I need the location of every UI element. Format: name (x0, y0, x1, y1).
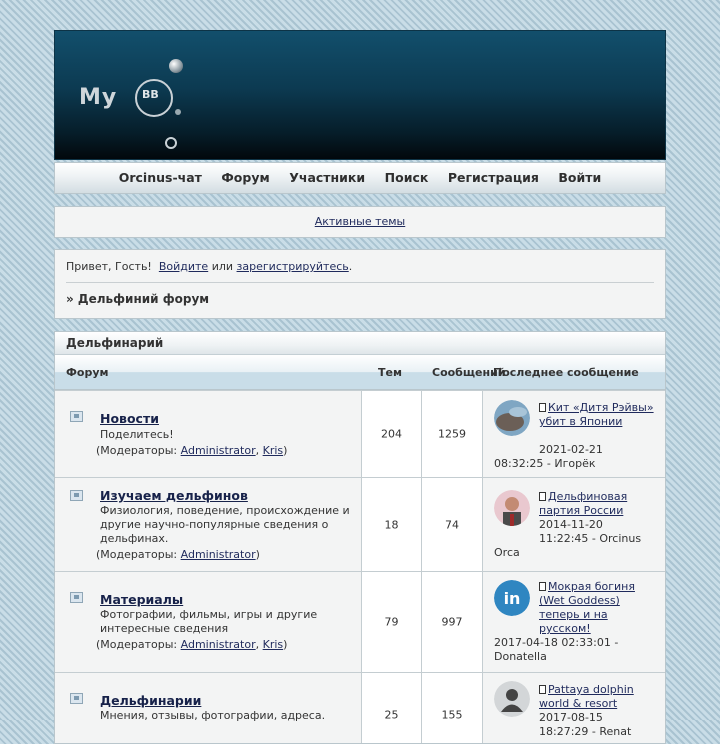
posts-count: 74 (445, 518, 459, 531)
document-icon (539, 403, 546, 412)
forum-description: Мнения, отзывы, фотографии, адреса. (100, 709, 326, 722)
forum-link[interactable]: Дельфинарии (100, 693, 202, 708)
forum-cell (55, 478, 360, 571)
topics-cell (361, 478, 422, 571)
forum-description: Поделитесь! (100, 428, 174, 441)
forum-status-icon (70, 411, 83, 422)
logo-ball-icon (169, 59, 183, 73)
forum-status-icon (70, 693, 83, 704)
posts-cell (422, 391, 483, 477)
page-wrapper (54, 30, 666, 744)
active-topics-link[interactable]: Активные темы (314, 215, 406, 228)
logo-text: My (79, 85, 118, 110)
avatar[interactable] (494, 400, 530, 436)
table-header (55, 355, 665, 390)
last-post-title (539, 683, 657, 711)
category-block (54, 331, 666, 744)
moderators-label: (Модераторы: (96, 444, 178, 457)
posts-count: 997 (441, 615, 463, 629)
last-post-title (539, 490, 657, 518)
document-icon (539, 685, 546, 694)
last-post-meta: 18:27:29 - Renat (539, 725, 632, 738)
posts-cell (422, 572, 483, 672)
table-row (55, 390, 665, 477)
nav-search[interactable]: Поиск (384, 170, 429, 185)
forum-cell (55, 572, 360, 672)
logo-badge: BB (142, 88, 159, 101)
document-icon (539, 582, 546, 591)
document-icon (539, 492, 546, 501)
logo-ring (135, 79, 173, 117)
forum-moderators: (Модераторы: Administrator, Kris) (96, 638, 288, 651)
topics-cell (361, 391, 422, 477)
moderators-suffix: ) (283, 638, 288, 651)
greeting-suffix: . (348, 260, 353, 273)
nav-chat[interactable]: Orcinus-чат (118, 170, 202, 185)
moderator-link[interactable]: Kris (262, 638, 284, 651)
nav-login[interactable]: Войти (558, 170, 602, 185)
last-post-title (539, 580, 657, 636)
header-topics: Тем (378, 366, 402, 379)
header-forum: Форум (66, 366, 109, 379)
breadcrumb: » Дельфиний форум (66, 292, 210, 306)
posts-cell (422, 673, 483, 743)
last-post-date: 2014-11-20 (539, 518, 603, 531)
moderators-label: (Модераторы: (96, 548, 178, 561)
greeting-line (66, 260, 654, 273)
active-topics-panel (54, 206, 666, 238)
header-last-post: Последнее сообщение (493, 366, 639, 379)
nav-members[interactable]: Участники (289, 170, 366, 185)
topics-count: 79 (384, 615, 399, 629)
forum-link[interactable]: Материалы (100, 592, 184, 607)
forum-link[interactable]: Новости (100, 411, 159, 426)
topics-cell (361, 572, 422, 672)
moderator-link[interactable]: Administrator (180, 444, 256, 457)
forum-description: Физиология, поведение, происхождение и другие научно-популярные сведения о дельфинах. (100, 504, 350, 545)
register-link[interactable]: зарегистрируйтесь (236, 260, 349, 273)
greeting-panel (54, 249, 666, 319)
login-link[interactable]: Войдите (158, 260, 209, 273)
posts-count: 155 (441, 708, 463, 722)
moderators-suffix: ) (255, 548, 260, 561)
last-post-cell (483, 572, 665, 672)
topics-cell (361, 673, 422, 743)
avatar[interactable] (494, 580, 530, 616)
posts-cell (422, 478, 483, 571)
avatar[interactable] (494, 490, 530, 526)
last-post-link[interactable]: Pattaya dolphin world & resort (539, 683, 634, 710)
avatar[interactable] (494, 681, 530, 717)
last-post-meta: 11:22:45 - Orcinus Orca (494, 532, 642, 559)
forum-cell (55, 673, 360, 743)
greeting-or: или (211, 260, 234, 273)
forum-status-icon (70, 592, 83, 603)
moderator-link[interactable]: Administrator (180, 638, 256, 651)
table-row (55, 477, 665, 571)
header-banner (54, 30, 666, 160)
last-post-meta: 08:32:25 - Игорёк (494, 457, 596, 470)
last-post-title (539, 401, 657, 429)
forum-moderators: (Модераторы: Administrator, Kris) (96, 444, 288, 457)
last-post-date: 2021-02-21 (539, 443, 603, 456)
forum-cell (55, 391, 360, 477)
posts-count: 1259 (438, 427, 466, 441)
topics-count: 25 (384, 708, 399, 722)
table-row (55, 571, 665, 672)
moderator-link[interactable]: Kris (262, 444, 284, 457)
site-logo[interactable] (79, 55, 189, 135)
moderators-suffix: ) (283, 444, 288, 457)
last-post-link[interactable]: Дельфиновая партия России (539, 490, 628, 517)
forum-moderators (96, 548, 260, 561)
table-row (55, 672, 665, 743)
svg-text:in: in (503, 589, 521, 608)
topics-count: 204 (381, 427, 402, 441)
last-post-cell (483, 391, 665, 477)
last-post-link[interactable]: Мокрая богиня (Wet Goddess) теперь и на русском! (539, 580, 635, 635)
logo-dot-icon (175, 109, 181, 115)
last-post-meta: 2017-04-18 02:33:01 - Donatella (494, 636, 619, 663)
nav-register[interactable]: Регистрация (447, 170, 539, 185)
topics-count: 18 (384, 518, 399, 531)
logo-small-ring-icon (165, 137, 177, 149)
forum-status-icon (70, 490, 83, 501)
greeting-text: Привет, Гость! (66, 260, 152, 273)
moderators-label: (Модераторы: (96, 638, 178, 651)
forum-description: Фотографии, фильмы, игры и другие интересные сведения (100, 608, 318, 635)
nav-forum[interactable]: Форум (221, 170, 270, 185)
header-posts: Сообщений (432, 366, 506, 379)
last-post-date: 2017-08-15 (539, 711, 603, 724)
category-title: Дельфинарий (55, 332, 665, 355)
last-post-cell (483, 673, 665, 743)
divider (66, 282, 654, 283)
moderator-link[interactable]: Administrator (180, 548, 256, 561)
forum-link[interactable]: Изучаем дельфинов (100, 488, 248, 503)
main-nav (54, 162, 666, 194)
last-post-link[interactable]: Кит «Дитя Рэйвы» убит в Японии (539, 401, 654, 428)
last-post-cell (483, 478, 665, 571)
